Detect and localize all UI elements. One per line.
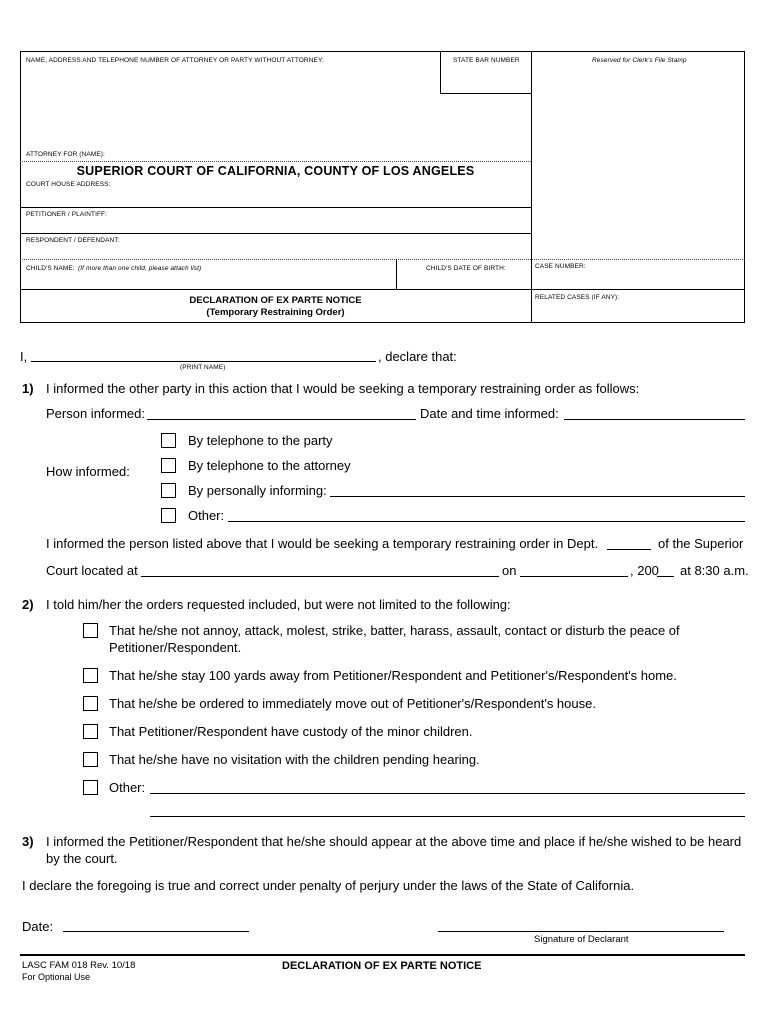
no-contact-order-label: That he/she not annoy, attack, molest, strike, batter, harass, assault, contact or disturb the peace of xyxy=(109,623,680,638)
child-name-label: CHILD'S NAME: xyxy=(26,265,75,272)
seeking-tro-text: I informed the person listed above that I would be seeking a temporary restraining order in Dept. xyxy=(46,536,599,551)
telephone-attorney-label: By telephone to the attorney xyxy=(188,458,351,473)
personally-informing-field[interactable] xyxy=(330,496,745,497)
person-informed-field[interactable] xyxy=(147,419,416,420)
no-visitation-order-checkbox[interactable] xyxy=(83,752,98,767)
year-prefix: , 200 xyxy=(630,563,659,578)
personally-informing-label: By personally informing: xyxy=(188,483,327,498)
hearing-time-text: at 8:30 a.m. xyxy=(680,563,749,578)
telephone-attorney-checkbox[interactable] xyxy=(161,458,176,473)
court-title: SUPERIOR COURT OF CALIFORNIA, COUNTY OF LOS ANGELES xyxy=(76,164,475,178)
person-informed-label: Person informed: xyxy=(46,406,145,421)
dept-field[interactable] xyxy=(607,549,651,550)
signature-caption: Signature of Declarant xyxy=(534,934,629,945)
child-name-note: (If more than one child, please attach list) xyxy=(78,265,202,272)
section-1-number: 1) xyxy=(22,381,34,396)
document-title: DECLARATION OF EX PARTE NOTICE xyxy=(189,295,362,306)
respondent-label: RESPONDENT / DEFENDANT: xyxy=(26,237,120,244)
stay-away-order-checkbox[interactable] xyxy=(83,668,98,683)
telephone-party-label: By telephone to the party xyxy=(188,433,333,448)
move-out-order-label: That he/she be ordered to immediately move out of Petitioner's/Respondent's house. xyxy=(109,696,596,711)
perjury-declaration: I declare the foregoing is true and correct under penalty of perjury under the laws of the State of California. xyxy=(22,878,635,893)
document-subtitle: (Temporary Restraining Order) xyxy=(206,307,345,318)
move-out-order-checkbox[interactable] xyxy=(83,696,98,711)
telephone-party-checkbox[interactable] xyxy=(161,433,176,448)
custody-order-checkbox[interactable] xyxy=(83,724,98,739)
signature-field[interactable] xyxy=(438,931,724,932)
section-2-number: 2) xyxy=(22,597,34,612)
other-method-field[interactable] xyxy=(228,521,745,522)
hearing-date-field[interactable] xyxy=(520,576,628,577)
personally-informing-checkbox[interactable] xyxy=(161,483,176,498)
footer-rule xyxy=(20,954,745,956)
attorney-for-label: ATTORNEY FOR (NAME): xyxy=(26,151,105,158)
other-order-checkbox[interactable] xyxy=(83,780,98,795)
intro-i-label: I, xyxy=(20,349,28,364)
no-contact-order-checkbox[interactable] xyxy=(83,623,98,638)
courthouse-address-label: COURT HOUSE ADDRESS: xyxy=(26,181,111,188)
clerk-stamp-label: Reserved for Clerk's File Stamp xyxy=(592,57,687,64)
date-time-informed-label: Date and time informed: xyxy=(420,406,559,421)
court-located-label: Court located at xyxy=(46,563,138,578)
attorney-name-label: NAME, ADDRESS AND TELEPHONE NUMBER OF ATTORNEY OR PARTY WITHOUT ATTORNEY: xyxy=(26,57,324,64)
footer-title: DECLARATION OF EX PARTE NOTICE xyxy=(282,960,482,972)
optional-use-text: For Optional Use xyxy=(22,972,91,982)
print-name-caption: (PRINT NAME) xyxy=(180,364,226,371)
date-time-informed-field[interactable] xyxy=(564,419,745,420)
form-id: LASC FAM 018 Rev. 10/18 xyxy=(22,960,136,971)
court-location-field[interactable] xyxy=(141,576,499,577)
other-order-label: Other: xyxy=(109,780,146,795)
custody-order-label: That Petitioner/Respondent have custody of the minor children. xyxy=(109,724,473,739)
declare-that-text: , declare that: xyxy=(378,349,457,364)
of-the-superior-text: of the Superior xyxy=(658,536,744,551)
section-3-number: 3) xyxy=(22,834,34,849)
petitioner-label: PETITIONER / PLAINTIFF: xyxy=(26,211,108,218)
other-method-label: Other: xyxy=(188,508,225,523)
section-3-text-cont: by the court. xyxy=(46,851,118,866)
section-3-text: I informed the Petitioner/Respondent that he/she should appear at the above time and place if he/she wished to be heard xyxy=(46,834,742,849)
child-dob-label: CHILD'S DATE OF BIRTH: xyxy=(426,265,506,272)
section-1-text: I informed the other party in this action that I would be seeking a temporary restraining order as follows: xyxy=(46,381,640,396)
stay-away-order-label: That he/she stay 100 yards away from Petitioner/Respondent and Petitioner's/Respondent's home. xyxy=(109,668,677,683)
case-number-label: CASE NUMBER: xyxy=(535,263,586,270)
no-visitation-order-label: That he/she have no visitation with the children pending hearing. xyxy=(109,752,480,767)
how-informed-label: How informed: xyxy=(46,464,130,479)
state-bar-label: STATE BAR NUMBER xyxy=(453,57,520,64)
date-field[interactable] xyxy=(63,931,249,932)
print-name-field[interactable] xyxy=(31,361,376,362)
other-order-field[interactable] xyxy=(150,793,745,794)
other-order-field-2[interactable] xyxy=(150,816,745,817)
no-contact-order-label-cont: Petitioner/Respondent. xyxy=(109,640,242,655)
related-cases-label: RELATED CASES (IF ANY): xyxy=(535,294,620,301)
section-2-text: I told him/her the orders requested included, but were not limited to the following: xyxy=(46,597,511,612)
date-label: Date: xyxy=(22,919,54,934)
year-field[interactable] xyxy=(657,576,674,577)
on-label: on xyxy=(502,563,517,578)
other-method-checkbox[interactable] xyxy=(161,508,176,523)
